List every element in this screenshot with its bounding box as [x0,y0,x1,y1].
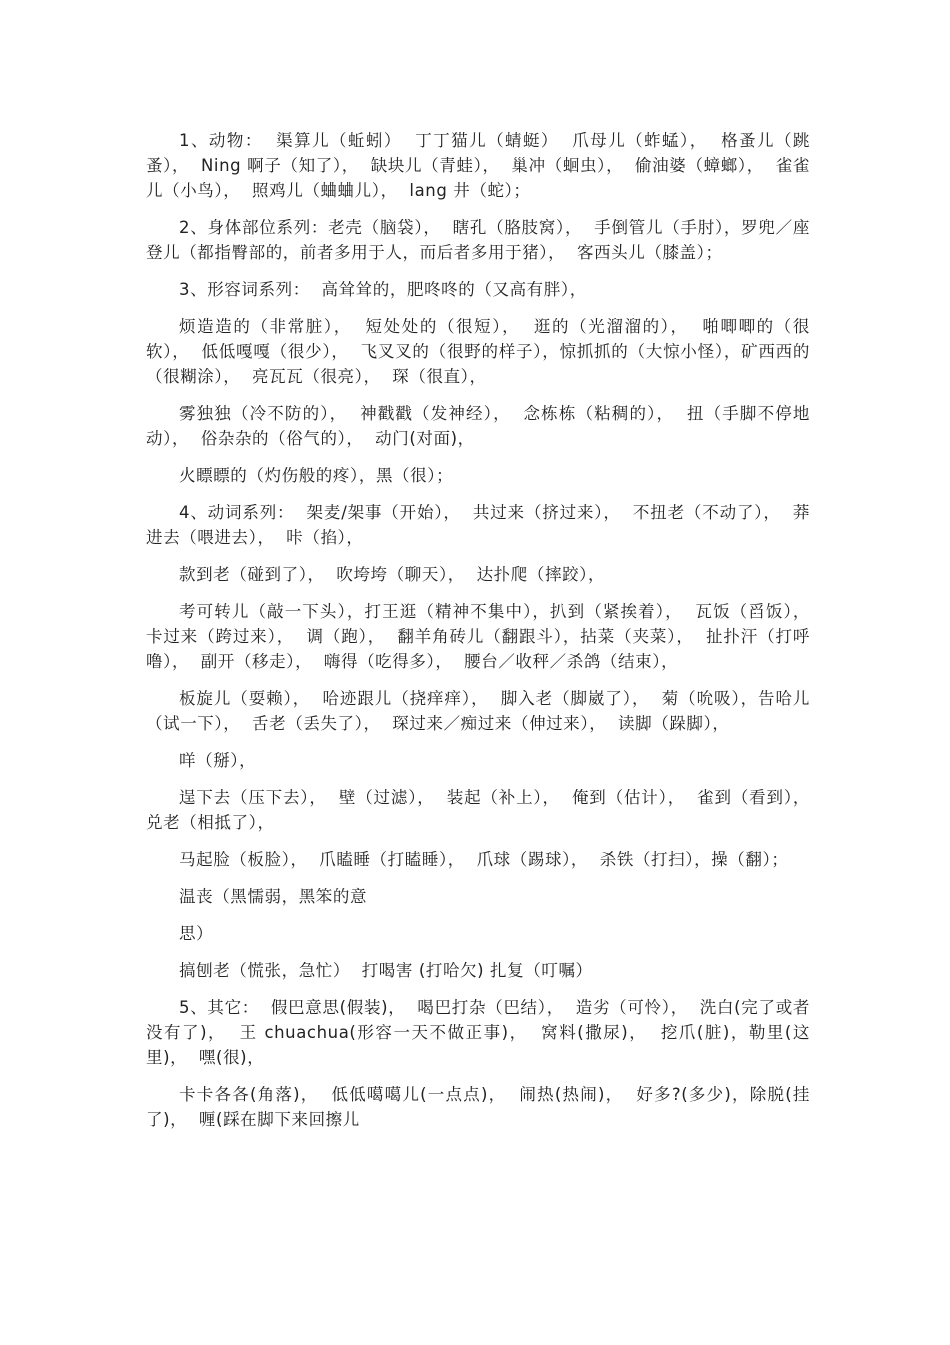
paragraph-others-1: 卡卡各各(角落)， 低低噶噶儿(一点点)， 闹热(热闹)， 好多?(多少)，除脱(挂了)， 喱(踩在脚下来回擦儿 [146,1085,810,1129]
document-body [146,128,822,1144]
paragraph-verbs-9: 搞刨老（慌张，急忙） 打喝害 (打哈欠) 扎复（叮嘱） [179,961,593,980]
paragraph-verbs-8: 思） [179,924,214,943]
paragraph-verbs-heading: 4、动词系列： 架麦/架事（开始）， 共过来（挤过来）， 不扭老（不动了）， 莽进去（喂进去）， 咔（掐）， [146,503,810,547]
paragraph-verbs-1: 款到老（碰到了）， 吹垮垮（聊天）， 达扑爬（摔跤）， [179,565,606,584]
paragraph-animals: 1、动物： 渠算儿（蚯蚓） 丁丁猫儿（蜻蜓） 爪母儿（蚱蜢）， 格蚤儿（跳蚤）， Ning 啊子（知了）， 缺块儿（青蛙）， 巢冲（蛔虫）， 偷油婆（蟑螂）， 雀雀儿（小鸟）， 照鸡儿（蛐蛐儿）， lang 井（蛇）； [146,131,810,200]
paragraph-verbs-6: 马起脸（板脸）， 爪瞌睡（打瞌睡）， 爪球（踢球）， 杀铁（打扫），操（翻）； [179,850,789,869]
paragraph-verbs-7: 温丧（黑懦弱，黑笨的意 [179,887,368,906]
paragraph-verbs-2: 考可转儿（敲一下头），打王逛（精神不集中），扒到（紧挨着）， 瓦饭（舀饭）， 卡过来（跨过来）， 调（跑）， 翻羊角砖儿（翻跟斗），拈菜（夹菜）， 扯扑汗（打呼噜）， 副开（移走）， 嗨得（吃得多）， 腰台／收秤／杀鸽（结束）， [146,602,822,671]
paragraph-adjectives-2: 雾独独（冷不防的）， 神戳戳（发神经）， 念栋栋（粘稠的）， 扭（手脚不停地动）， 俗杂杂的（俗气的）， 动门(对面)， [146,404,810,448]
paragraph-verbs-3: 板旋儿（耍赖）， 哈迹跟儿（挠痒痒）， 脚入老（脚崴了）， 菊（吮吸），告哈儿（试一下）， 舌老（丢失了）， 琛过来／痴过来（伸过来）， 读脚（跺脚）， [146,689,810,733]
paragraph-verbs-5: 逞下去（压下去）， 壁（过滤）， 装起（补上）， 俺到（估计）， 雀到（看到）， 兑老（相抵了）， [146,788,822,832]
paragraph-others-heading: 5、其它： 假巴意思(假装)， 喝巴打杂（巴结）， 造劣（可怜）， 洗白(完了或者没有了)， 王 chuachua(形容一天不做正事)， 窝料(撒尿)， 挖爪(脏)，勒里(这里)， 嘿(很)， [146,998,810,1067]
paragraph-body-parts: 2、身体部位系列：老壳（脑袋）， 瞎孔（胳肢窝）， 手倒管儿（手肘），罗兜／座登儿（都指臀部的，前者多用于人，而后者多用于猪）， 客西头儿（膝盖）； [146,218,810,262]
paragraph-adjectives-heading: 3、形容词系列： 高耸耸的，肥咚咚的（又高有胖）， [179,280,587,299]
paragraph-verbs-4: 咩（掰）， [179,751,257,770]
paragraph-adjectives-3: 火瞟瞟的（灼伤般的疼），黑（很）； [179,466,454,485]
paragraph-adjectives-1: 烦造造的（非常脏）， 短处处的（很短）， 逛的（光溜溜的）， 啪唧唧的（很软）， 低低嘎嘎（很少）， 飞叉叉的（很野的样子），惊抓抓的（大惊小怪），矿西西的（很糊涂）， 亮瓦瓦（很亮）， 琛（很直）， [146,317,810,386]
